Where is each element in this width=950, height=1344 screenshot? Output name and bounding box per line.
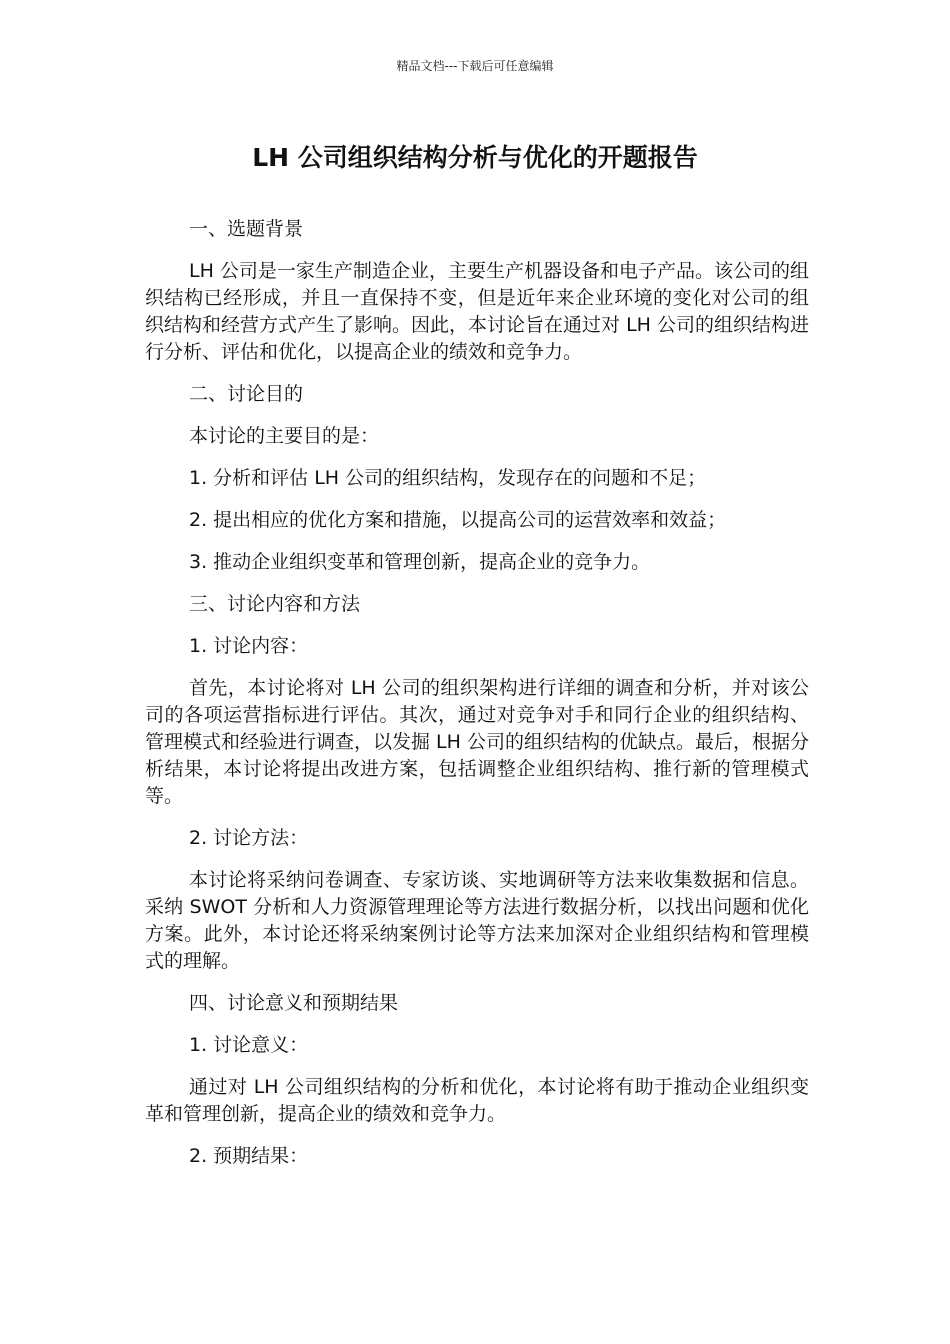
paragraph-content: 首先，本讨论将对 LH 公司的组织架构进行详细的调查和分析，并对该公司的各项运营指标进行评估。其次，通过对竞争对手和同行企业的组织结构、管理模式和经验进行调查，以发掘 LH 公司的组织结构的优缺点。最后，根据分析结果，本讨论将提出改进方案，包括调整企业组织结构、推行新的管理模式等。 [145, 677, 809, 807]
section-heading-significance: 四、讨论意义和预期结果 [189, 992, 399, 1014]
document-body [145, 216, 809, 1185]
section-heading-background: 一、选题背景 [189, 218, 304, 240]
header-note: 精品文档---下载后可任意编辑 [396, 59, 554, 73]
subheading-expected-results: 2. 预期结果： [189, 1145, 309, 1167]
paragraph-background: LH 公司是一家生产制造企业，主要生产机器设备和电子产品。该公司的组织结构已经形成，并且一直保持不变，但是近年来企业环境的变化对公司的组织结构和经营方式产生了影响。因此，本讨论旨在通过对 LH 公司的组织结构进行分析、评估和优化，以提高企业的绩效和竞争力。 [145, 260, 809, 363]
paragraph-significance: 通过对 LH 公司组织结构的分析和优化，本讨论将有助于推动企业组织变革和管理创新，提高企业的绩效和竞争力。 [145, 1076, 809, 1125]
subheading-content: 1. 讨论内容： [189, 635, 309, 657]
section-heading-purpose: 二、讨论目的 [189, 383, 304, 405]
paragraph-method: 本讨论将采纳问卷调查、专家访谈、实地调研等方法来收集数据和信息。采纳 SWOT 分析和人力资源管理理论等方法进行数据分析，以找出问题和优化方案。此外，本讨论还将采纳案例讨论等方法来加深对企业组织结构和管理模式的理解。 [145, 869, 809, 972]
subheading-significance: 1. 讨论意义： [189, 1034, 309, 1056]
subheading-method: 2. 讨论方法： [189, 827, 309, 849]
list-item-purpose-2: 2. 提出相应的优化方案和措施，以提高公司的运营效率和效益； [189, 509, 727, 531]
paragraph-purpose-intro: 本讨论的主要目的是： [189, 425, 380, 447]
section-heading-content-method: 三、讨论内容和方法 [189, 593, 361, 615]
list-item-purpose-1: 1. 分析和评估 LH 公司的组织结构，发现存在的问题和不足； [189, 467, 707, 489]
document-title: LH 公司组织结构分析与优化的开题报告 [252, 143, 698, 172]
list-item-purpose-3: 3. 推动企业组织变革和管理创新，提高企业的竞争力。 [189, 551, 651, 573]
